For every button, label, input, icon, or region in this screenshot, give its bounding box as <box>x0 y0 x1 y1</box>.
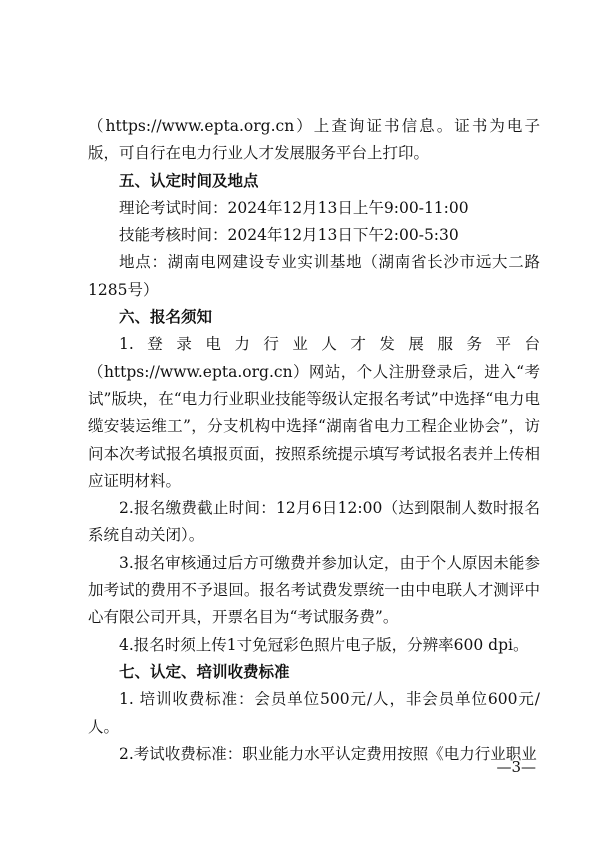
paragraph-registration-step-4: 4.报名时须上传1寸免冠彩色照片电子版，分辨率600 dpi。 <box>119 635 529 654</box>
paragraph-skill-exam-time: 技能考核时间：2024年12月13日下午2:00-5:30 <box>119 226 459 245</box>
document-body <box>88 113 540 768</box>
paragraph-registration-step-3: 3.报名审核通过后方可缴费并参加认定，由于个人原因未能参加考试的费用不予退回。报名考试费发票统一由中电联人才测评中心有限公司开具，开票名目为“考试服务费”。 <box>88 553 540 627</box>
paragraph-exam-fee: 2.考试收费标准：职业能力水平认定费用按照《电力行业职业 <box>119 744 537 763</box>
heading-fee-standards: 七、认定、培训收费标准 <box>119 662 290 681</box>
heading-registration-notes: 六、报名须知 <box>119 308 213 327</box>
paragraph-training-fee: 1. 培训收费标准：会员单位500元/人，非会员单位600元/人。 <box>88 690 540 736</box>
paragraph-registration-step-2: 2.报名缴费截止时间：12月6日12:00（达到限制人数时报名系统自动关闭）。 <box>88 499 540 545</box>
paragraph-registration-step-1: 1.登录电力行业人才发展服务平台（https://www.epta.org.cn）网站，个人注册登录后，进入“考试”版块，在“电力行业职业技能等级认定报名考试”中选择“电力电缆安装运维工”，分支机构中选择“湖南省电力工程企业协会”，访问本次考试报名填报页面，按照系统提示填写考试报名表并上传相应证明材料。 <box>88 335 540 490</box>
heading-time-location: 五、认定时间及地点 <box>119 171 259 190</box>
paragraph-cert-info: （https://www.epta.org.cn）上查询证书信息。证书为电子版，可自行在电力行业人才发展服务平台上打印。 <box>88 117 540 163</box>
page-number: —3— <box>496 758 536 776</box>
paragraph-theory-exam-time: 理论考试时间：2024年12月13日上午9:00-11:00 <box>119 198 469 217</box>
paragraph-location: 地点：湖南电网建设专业实训基地（湖南省长沙市远大二路1285号） <box>88 253 540 299</box>
